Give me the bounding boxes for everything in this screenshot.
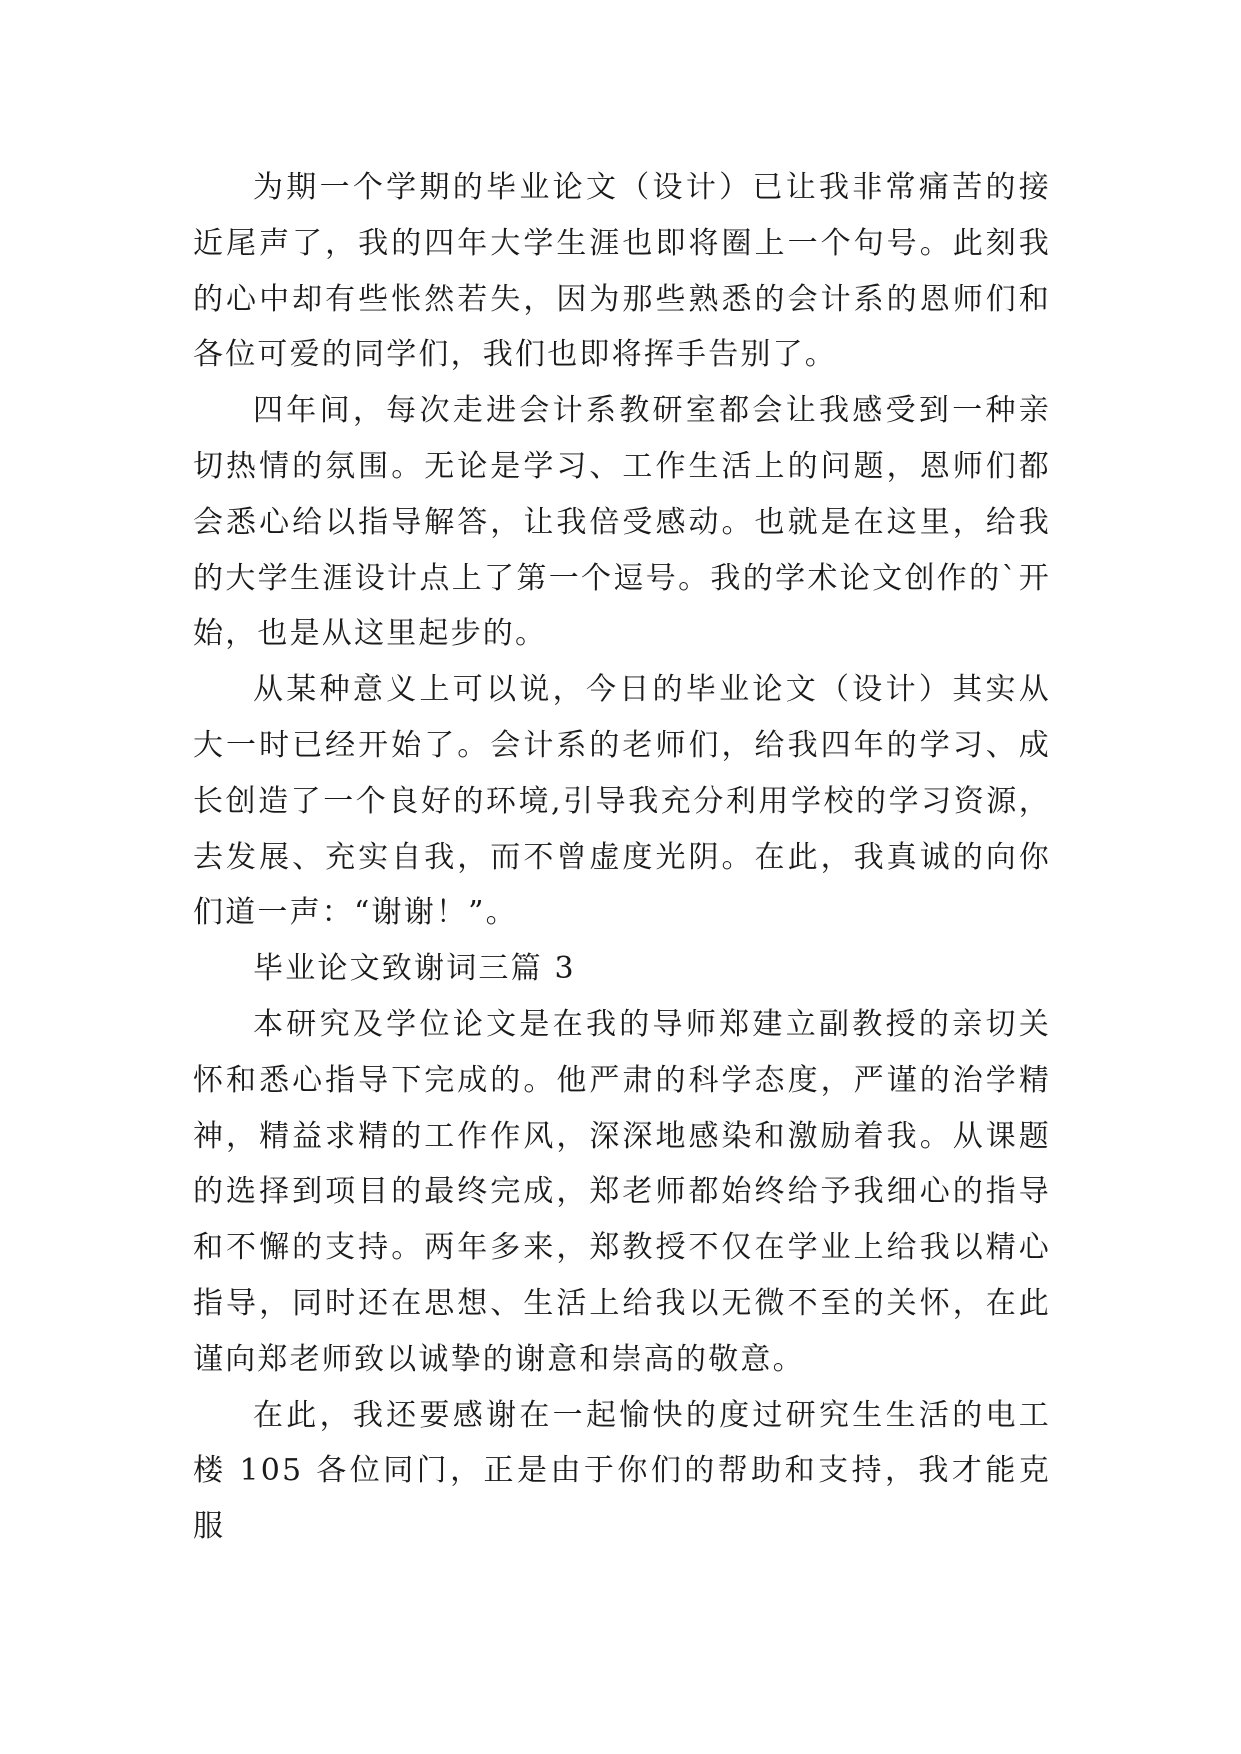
paragraph-graduation-ending: 为期一个学期的毕业论文（设计）已让我非常痛苦的接近尾声了，我的四年大学生涯也即将圈上一个句号。此刻我的心中却有些怅然若失，因为那些熟悉的会计系的恩师们和各位可爱的同学们，我们也即将挥手告别了。 [193,170,1051,373]
section-heading: 毕业论文致谢词三篇 3 [253,951,576,987]
paragraph-thanks-teachers: 从某种意义上可以说，今日的毕业论文（设计）其实从大一时已经开始了。会计系的老师们，给我四年的学习、成长创造了一个良好的环境,引导我充分利用学校的学习资源，去发展、充实自我，而不曾虚度光阴。在此，我真诚的向你们道一声：“谢谢！”。 [193,672,1051,931]
paragraph-labmates-thanks: 在此，我还要感谢在一起愉快的度过研究生生活的电工楼 105 各位同门，正是由于你们的帮助和支持，我才能克服 [193,1397,1051,1545]
document-body [193,160,1051,1555]
paragraph-four-years: 四年间，每次走进会计系教研室都会让我感受到一种亲切热情的氛围。无论是学习、工作生活上的问题，恩师们都会悉心给以指导解答，让我倍受感动。也就是在这里，给我的大学生涯设计点上了第一个逗号。我的学术论文创作的`开始，也是从这里起步的。 [193,393,1051,652]
paragraph-advisor-thanks: 本研究及学位论文是在我的导师郑建立副教授的亲切关怀和悉心指导下完成的。他严肃的科学态度，严谨的治学精神，精益求精的工作作风，深深地感染和激励着我。从课题的选择到项目的最终完成，郑老师都始终给予我细心的指导和不懈的支持。两年多来，郑教授不仅在学业上给我以精心指导，同时还在思想、生活上给我以无微不至的关怀，在此谨向郑老师致以诚挚的谢意和崇高的敬意。 [193,1006,1051,1377]
